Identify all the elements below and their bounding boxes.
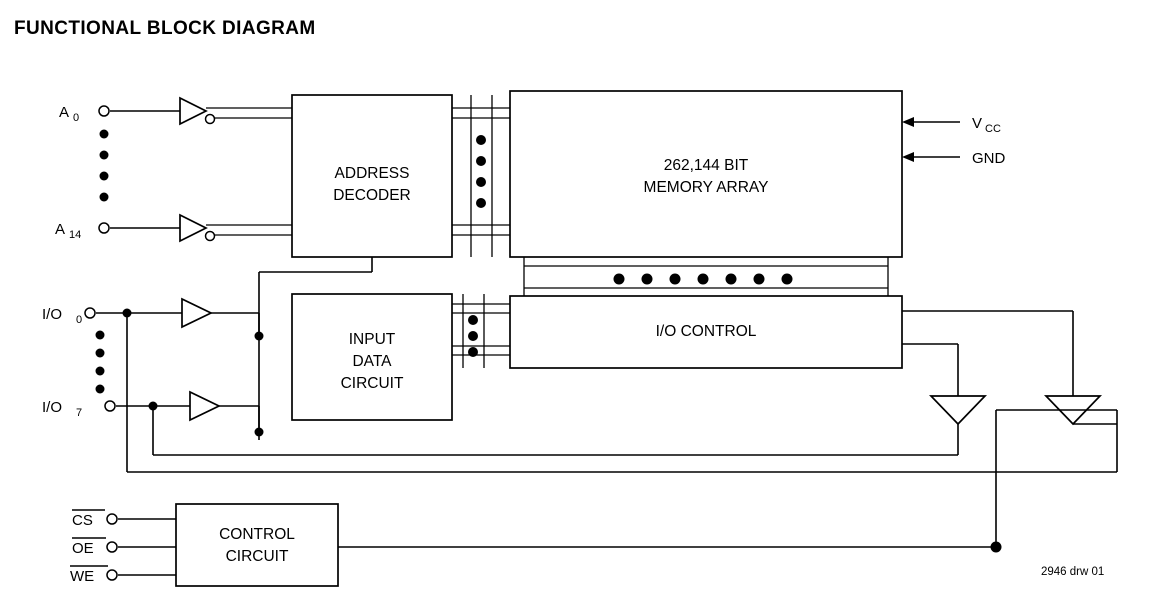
block-address-decoder (292, 95, 452, 257)
control-circuit-line2: CIRCUIT (225, 548, 289, 566)
io-buffer-output-wires (210, 313, 264, 437)
block-memory-array (510, 91, 902, 257)
label-gnd-name: GND (972, 150, 1006, 167)
block-input-data-circuit (292, 294, 452, 420)
pin-cs-wire (107, 514, 176, 524)
input-data-line3: CIRCUIT (340, 375, 404, 393)
address-bus-a14 (206, 225, 292, 235)
label-a0 (59, 104, 79, 124)
label-io0-name: I/O (42, 306, 63, 323)
label-oe (72, 538, 106, 557)
block-control-circuit (176, 504, 338, 586)
input-data-to-io-control-bus (452, 294, 510, 368)
memory-array-line2: MEMORY ARRAY (643, 179, 769, 197)
block-io-control (510, 296, 902, 368)
page-title: FUNCTIONAL BLOCK DIAGRAM (14, 18, 316, 39)
buffer-io0 (182, 299, 211, 327)
label-gnd (972, 150, 1006, 167)
inverter-a0 (180, 98, 215, 124)
label-a0-name: A (59, 104, 70, 121)
address-decoder-line2: DECODER (333, 187, 411, 205)
label-we (70, 566, 108, 585)
label-a14-sub: 14 (69, 229, 82, 241)
label-cs (72, 510, 105, 529)
vcc-supply-arrow (902, 117, 960, 127)
inverter-a14 (180, 215, 215, 241)
pin-a0-wire (99, 106, 180, 116)
memory-to-io-bus (524, 257, 888, 297)
io-control-to-drivers-wires (902, 311, 1073, 396)
control-circuit-output-wire (338, 410, 1117, 553)
input-data-line1: INPUT (348, 331, 396, 349)
pin-we-wire (107, 570, 176, 580)
label-io7-sub: 7 (76, 407, 83, 419)
label-vcc-name: V (972, 115, 983, 132)
label-a14 (55, 221, 81, 241)
label-io0 (42, 306, 82, 326)
label-vcc (972, 115, 1001, 135)
drawing-credit: 2946 drw 01 (1041, 566, 1105, 578)
output-driver-left (931, 396, 985, 424)
pin-io0-wire (85, 308, 182, 318)
io-control-label: I/O CONTROL (655, 323, 757, 341)
input-data-line2: DATA (352, 353, 392, 371)
pin-oe-wire (107, 542, 176, 552)
label-a14-name: A (55, 221, 66, 238)
pin-a14-wire (99, 223, 180, 233)
control-circuit-line1: CONTROL (219, 526, 295, 544)
label-a0-sub: 0 (73, 112, 80, 124)
address-ellipsis-dots (100, 130, 109, 202)
label-io7 (42, 399, 82, 419)
decoder-to-memory-bus (452, 95, 510, 257)
label-cs-name: CS (72, 512, 93, 529)
label-vcc-sub: CC (985, 123, 1001, 135)
label-io7-name: I/O (42, 399, 63, 416)
driver-output-feedback-io7 (153, 406, 958, 455)
pin-io7-wire (105, 401, 190, 411)
address-bus-a0 (206, 108, 292, 118)
label-we-name: WE (70, 568, 95, 585)
label-io0-sub: 0 (76, 314, 83, 326)
label-oe-name: OE (72, 540, 94, 557)
memory-array-line1: 262,144 BIT (663, 157, 749, 175)
gnd-supply-arrow (902, 152, 960, 162)
buffer-io7 (190, 392, 219, 420)
io-ellipsis-dots (96, 331, 105, 394)
address-decoder-line1: ADDRESS (334, 165, 410, 183)
